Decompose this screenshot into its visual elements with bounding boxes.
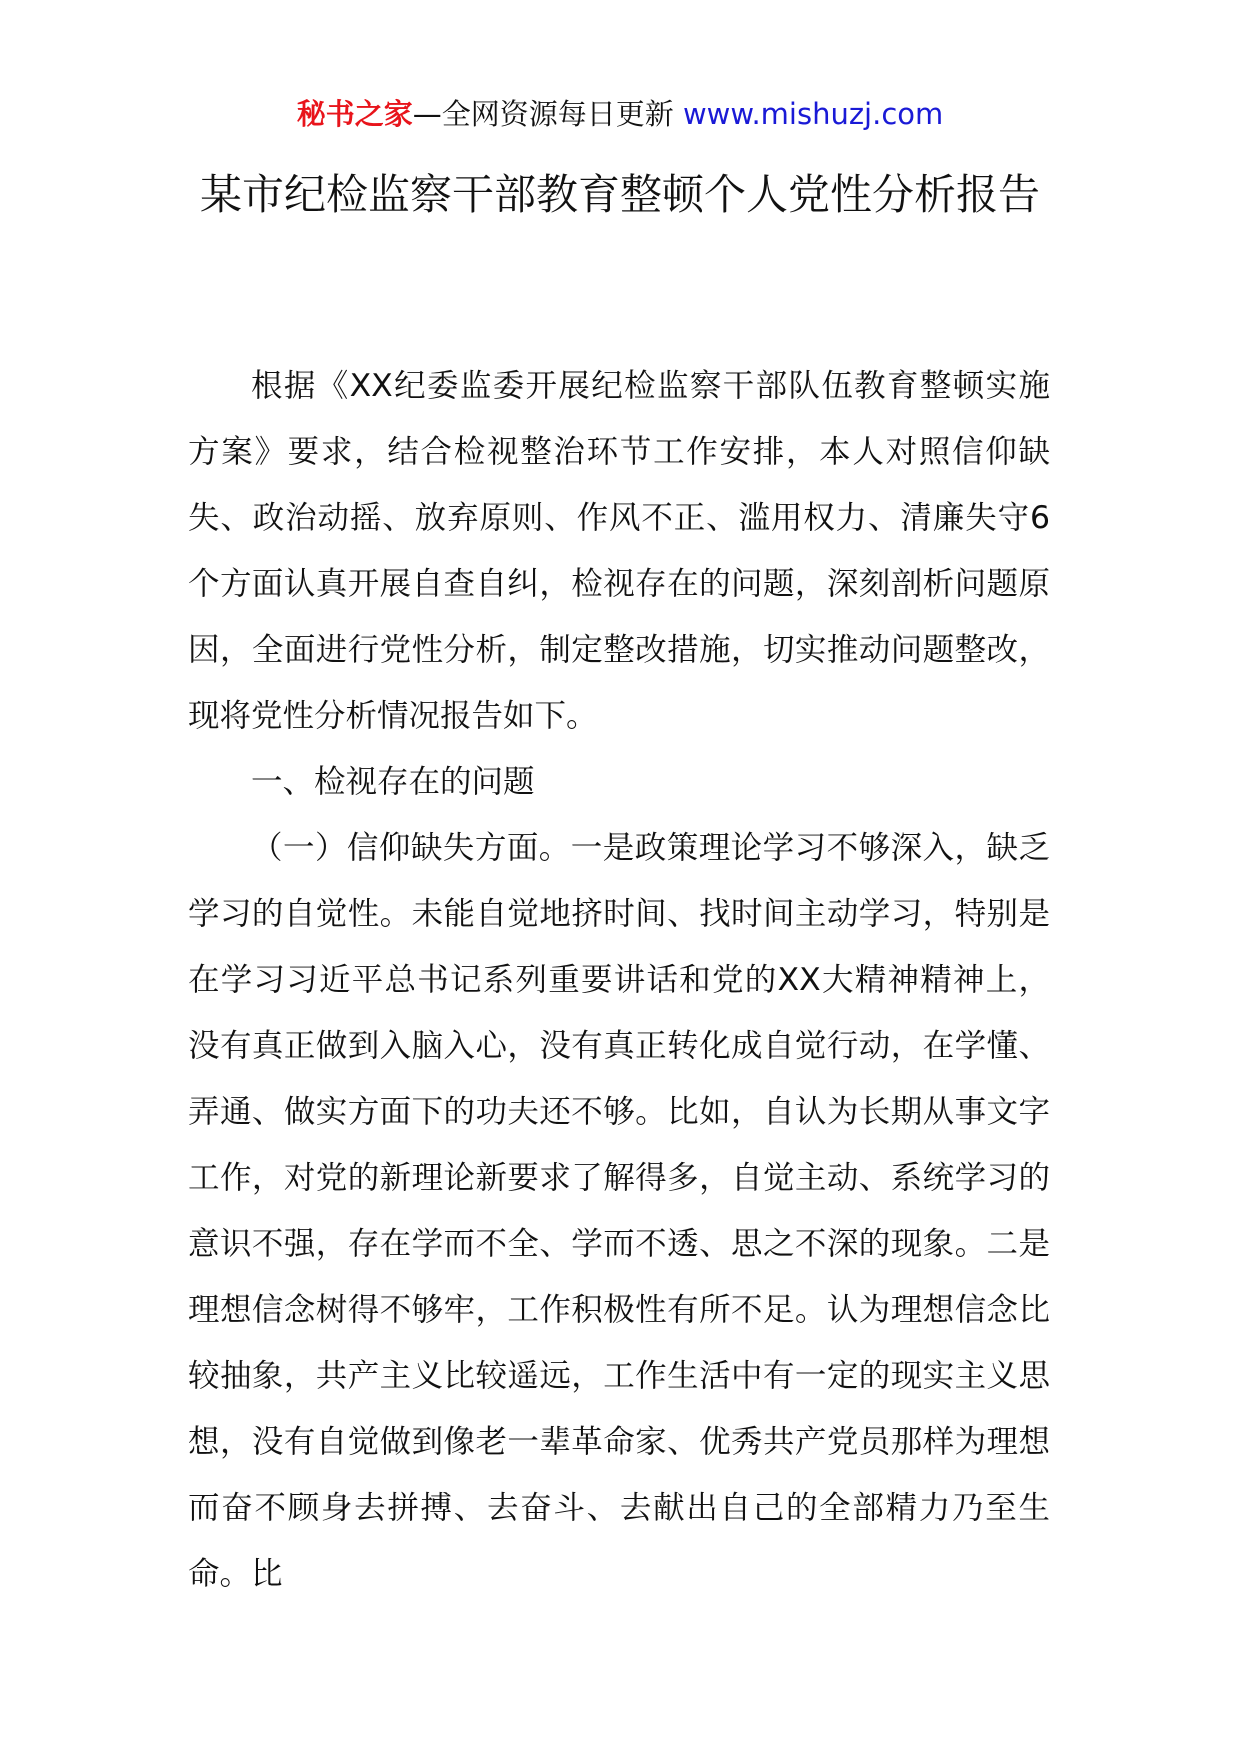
document-body [188, 353, 1050, 1607]
section-heading: 一、检视存在的问题 [251, 764, 535, 800]
subsection-paragraph: （一）信仰缺失方面。一是政策理论学习不够深入，缺乏学习的自觉性。未能自觉地挤时间、找时间主动学习，特别是在学习习近平总书记系列重要讲话和党的XX大精神精神上，没有真正做到入脑入心，没有真正转化成自觉行动，在学懂、弄通、做实方面下的功夫还不够。比如，自认为长期从事文字工作，对党的新理论新要求了解得多，自觉主动、系统学习的意识不强，存在学而不全、学而不透、思之不深的现象。二是理想信念树得不够牢，工作积极性有所不足。认为理想信念比较抽象，共产主义比较遥远，工作生活中有一定的现实主义思想，没有自觉做到像老一辈革命家、优秀共产党员那样为理想而奋不顾身去拼搏、去奋斗、去献出自己的全部精力乃至生命。比 [188, 830, 1050, 1592]
header-tagline: —全网资源每日更新 [412, 97, 683, 131]
brand-name: 秘书之家 [296, 97, 413, 131]
document-title: 某市纪检监察干部教育整顿个人党性分析报告 [199, 170, 1040, 219]
site-header [0, 94, 1240, 134]
site-url-link[interactable]: www.mishuzj.com [682, 97, 944, 131]
intro-paragraph: 根据《XX纪委监委开展纪检监察干部队伍教育整顿实施方案》要求，结合检视整治环节工作安排，本人对照信仰缺失、政治动摇、放弃原则、作风不正、滥用权力、清廉失守6个方面认真开展自查自纠，检视存在的问题，深刻剖析问题原因，全面进行党性分析，制定整改措施，切实推动问题整改，现将党性分析情况报告如下。 [188, 368, 1050, 734]
